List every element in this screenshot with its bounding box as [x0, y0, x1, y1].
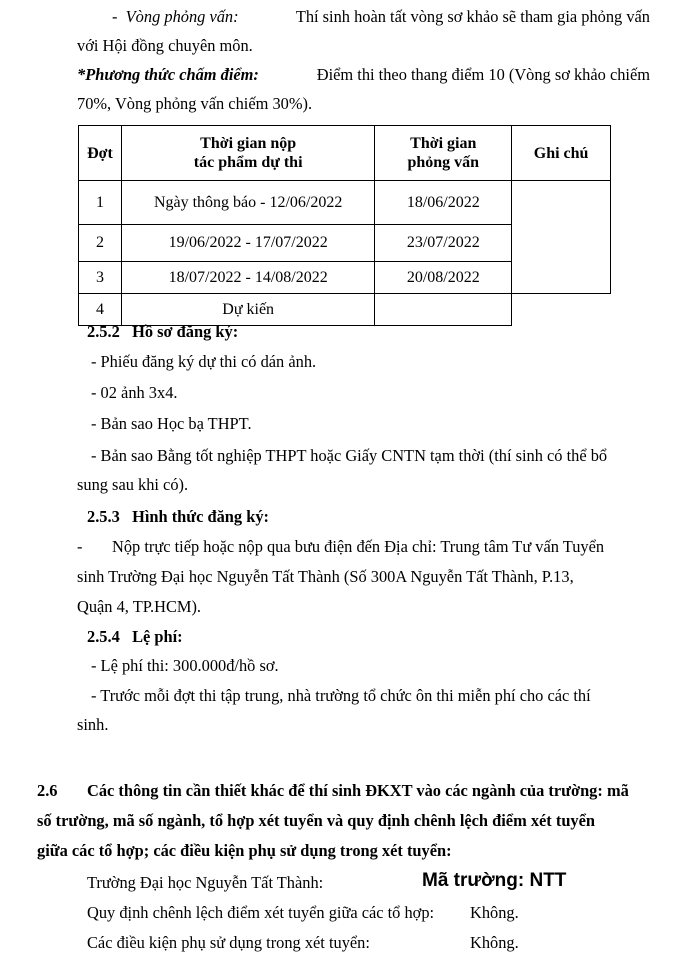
s253-dash: - — [77, 537, 83, 556]
cell-round: 4 — [79, 294, 122, 326]
cell-interview — [375, 294, 512, 326]
cell-interview: 20/08/2022 — [375, 262, 512, 294]
interview-line-2: với Hội đồng chuyên môn. — [77, 36, 253, 55]
section-2-5-2-heading: 2.5.2 Hồ sơ đăng ký: — [87, 322, 239, 341]
interview-line-1 — [112, 7, 650, 27]
list-item: - Lệ phí thi: 300.000đ/hồ sơ. — [91, 656, 279, 675]
cell-round: 1 — [79, 181, 122, 225]
scoring-text: Điểm thi theo thang điểm 10 (Vòng sơ khảo chiếm — [316, 65, 650, 84]
table-row — [79, 181, 611, 225]
list-item-continuation: sung sau khi có). — [77, 475, 189, 494]
list-item: - Bản sao Học bạ THPT. — [91, 414, 252, 433]
list-item: - 02 ảnh 3x4. — [91, 383, 178, 402]
header-interview: Thời gian phỏng vấn — [375, 126, 512, 181]
list-item: - Trước mỗi đợt thi tập trung, nhà trường tổ chức ôn thi miễn phí cho các thí — [91, 686, 591, 705]
interview-text: Thí sinh hoàn tất vòng sơ khảo sẽ tham gia phỏng vấn — [295, 7, 650, 26]
section-2-6-line-2: số trường, mã số ngành, tổ hợp xét tuyển và quy định chênh lệch điểm xét tuyển — [37, 811, 596, 830]
scoring-line-2: 70%, Vòng phỏng vấn chiếm 30%). — [77, 94, 313, 113]
header-note: Ghi chú — [512, 126, 611, 181]
info-label-conditions: Các điều kiện phụ sử dụng trong xét tuyển: — [87, 933, 370, 952]
info-label-school: Trường Đại học Nguyễn Tất Thành: — [87, 873, 324, 892]
cell-submit: Ngày thông báo - 12/06/2022 — [121, 181, 374, 225]
cell-round: 3 — [79, 262, 122, 294]
cell-interview: 23/07/2022 — [375, 225, 512, 262]
section-2-6-line-1: Các thông tin cần thiết khác để thí sinh ĐKXT vào các ngành của trường: mã — [87, 781, 629, 800]
interview-label: Vòng phỏng vấn: — [125, 7, 239, 26]
list-item: - Bản sao Bằng tốt nghiệp THPT hoặc Giấy CNTN tạm thời (thí sinh có thể bổ — [91, 446, 608, 465]
schedule-table — [78, 125, 611, 326]
list-item: - Phiếu đăng ký dự thi có dán ảnh. — [91, 352, 317, 371]
info-value-score-diff: Không. — [470, 903, 519, 922]
cell-note — [512, 181, 611, 294]
cell-submit: Dự kiến — [121, 294, 374, 326]
cell-submit: 18/07/2022 - 14/08/2022 — [121, 262, 374, 294]
section-2-5-3-heading: 2.5.3 Hình thức đăng ký: — [87, 507, 269, 526]
section-2-6-number: 2.6 — [37, 781, 58, 800]
s253-line-3: Quận 4, TP.HCM). — [77, 597, 202, 616]
header-round: Đợt — [79, 126, 122, 181]
info-value-school-code: Mã trường: NTT — [422, 870, 567, 891]
table-header-row — [79, 126, 611, 181]
cell-interview: 18/06/2022 — [375, 181, 512, 225]
s253-line-2: sinh Trường Đại học Nguyễn Tất Thành (Số 300A Nguyễn Tất Thành, P.13, — [77, 567, 574, 586]
scoring-line-1 — [77, 65, 650, 85]
table-row — [79, 294, 611, 326]
section-2-6-line-3: giữa các tổ hợp; các điều kiện phụ sử dụng trong xét tuyển: — [37, 841, 452, 860]
info-value-conditions: Không. — [470, 933, 519, 952]
interview-dash: - — [112, 7, 118, 26]
info-label-score-diff: Quy định chênh lệch điểm xét tuyển giữa các tổ hợp: — [87, 903, 435, 922]
scoring-label: *Phương thức chấm điểm: — [77, 65, 259, 84]
s253-line-1: Nộp trực tiếp hoặc nộp qua bưu điện đến Địa chỉ: Trung tâm Tư vấn Tuyển — [112, 537, 605, 556]
cell-round: 2 — [79, 225, 122, 262]
list-item-continuation: sinh. — [77, 715, 109, 734]
section-2-5-4-heading: 2.5.4 Lệ phí: — [87, 627, 183, 646]
cell-submit: 19/06/2022 - 17/07/2022 — [121, 225, 374, 262]
header-submit: Thời gian nộp tác phẩm dự thi — [121, 126, 374, 181]
